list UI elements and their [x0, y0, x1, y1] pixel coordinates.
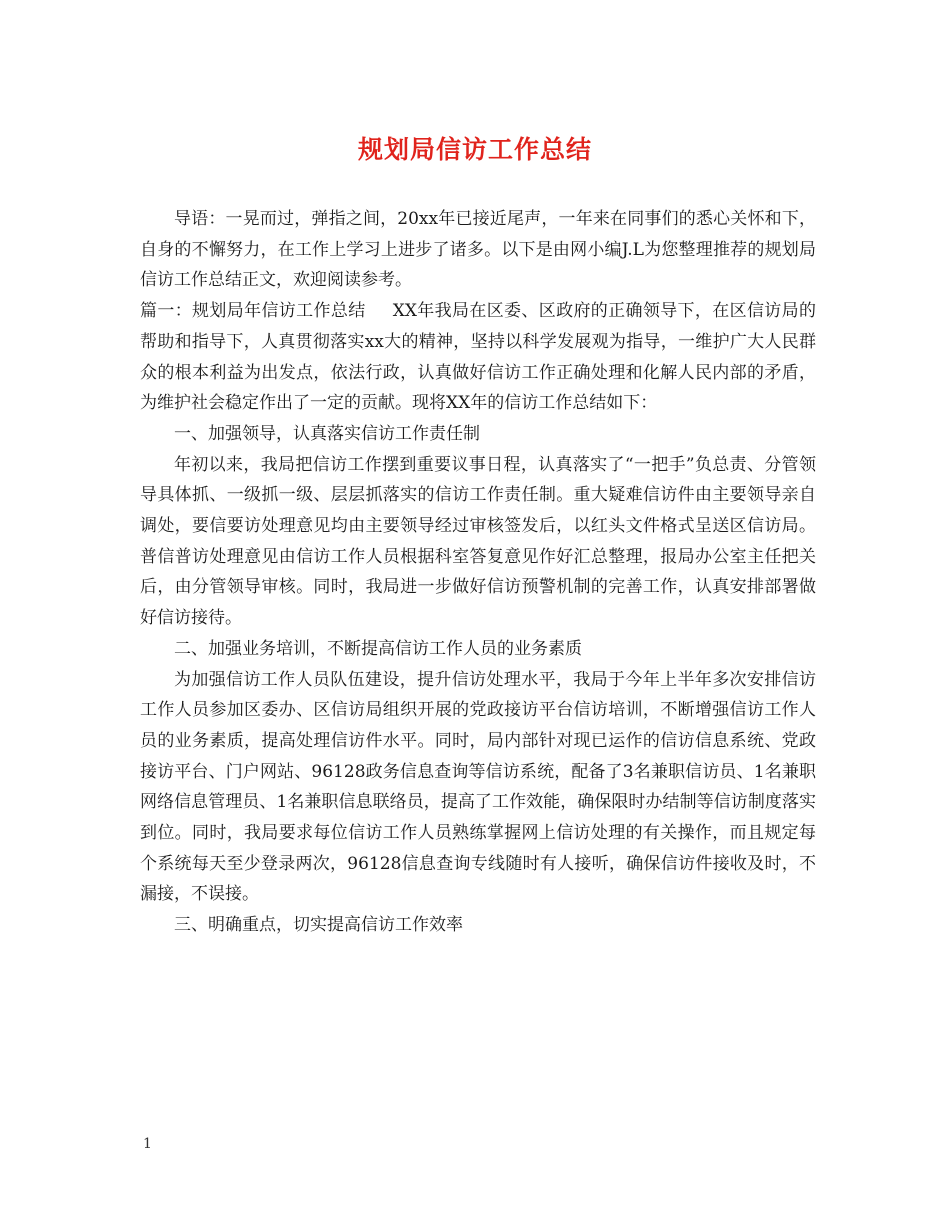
intro-paragraph: 导语：一晃而过，弹指之间，20xx年已接近尾声，一年来在同事们的悉心关怀和下，自身的不懈努力，在工作上学习上进步了诸多。以下是由网小编J.L为您整理推荐的规划局信访工作总结正文，欢迎阅读参考。	[140, 209, 816, 291]
document-body	[140, 204, 816, 941]
section-heading-3: 三、明确重点，切实提高信访工作效率	[174, 915, 463, 936]
chapter-intro-text: XX年我局在区委、区政府的正确领导下，在区信访局的帮助和指导下，人真贯彻落实xx大的精神，坚持以科学发展观为指导，一维护广大人民群众的根本利益为出发点，依法行政，认真做好信访工作正确处理和化解人民内部的矛盾，为维护社会稳定作出了一定的贡献。现将XX年的信访工作总结如下：	[140, 301, 817, 414]
section-heading-2: 二、加强业务培训，不断提高信访工作人员的业务素质	[174, 638, 582, 659]
section-heading-1: 一、加强领导，认真落实信访工作责任制	[174, 423, 480, 444]
section-paragraph-2: 为加强信访工作人员队伍建设，提升信访处理水平，我局于今年上半年多次安排信访工作人员参加区委办、区信访局组织开展的党政接访平台信访培训，不断增强信访工作人员的业务素质，提高处理信访件水平。同时，局内部针对现已运作的信访信息系统、党政接访平台、门户网站、96128政务信息查询等信访系统，配备了3名兼职信访员、1名兼职网络信息管理员、1名兼职信息联络员，提高了工作效能，确保限时办结制等信访制度落实到位。同时，我局要求每位信访工作人员熟练掌握网上信访处理的有关操作，而且规定每个系统每天至少登录两次，96128信息查询专线随时有人接听，确保信访件接收及时，不漏接，不误接。	[140, 669, 816, 905]
document-title: 规划局信访工作总结	[357, 135, 592, 164]
section-paragraph-1: 年初以来，我局把信访工作摆到重要议事日程，认真落实了“一把手”负总责、分管领导具体抓、一级抓一级、层层抓落实的信访工作责任制。重大疑难信访件由主要领导亲自调处，要信要访处理意见均由主要领导经过审核签发后，以红头文件格式呈送区信访局。普信普访处理意见由信访工作人员根据科室答复意见作好汇总整理，报局办公室主任把关后，由分管领导审核。同时，我局进一步做好信访预警机制的完善工作，认真安排部署做好信访接待。	[140, 454, 816, 629]
chapter-paragraph	[140, 296, 816, 419]
chapter-heading: 篇一：规划局年信访工作总结	[140, 301, 366, 322]
page-number: 1	[143, 1136, 152, 1152]
